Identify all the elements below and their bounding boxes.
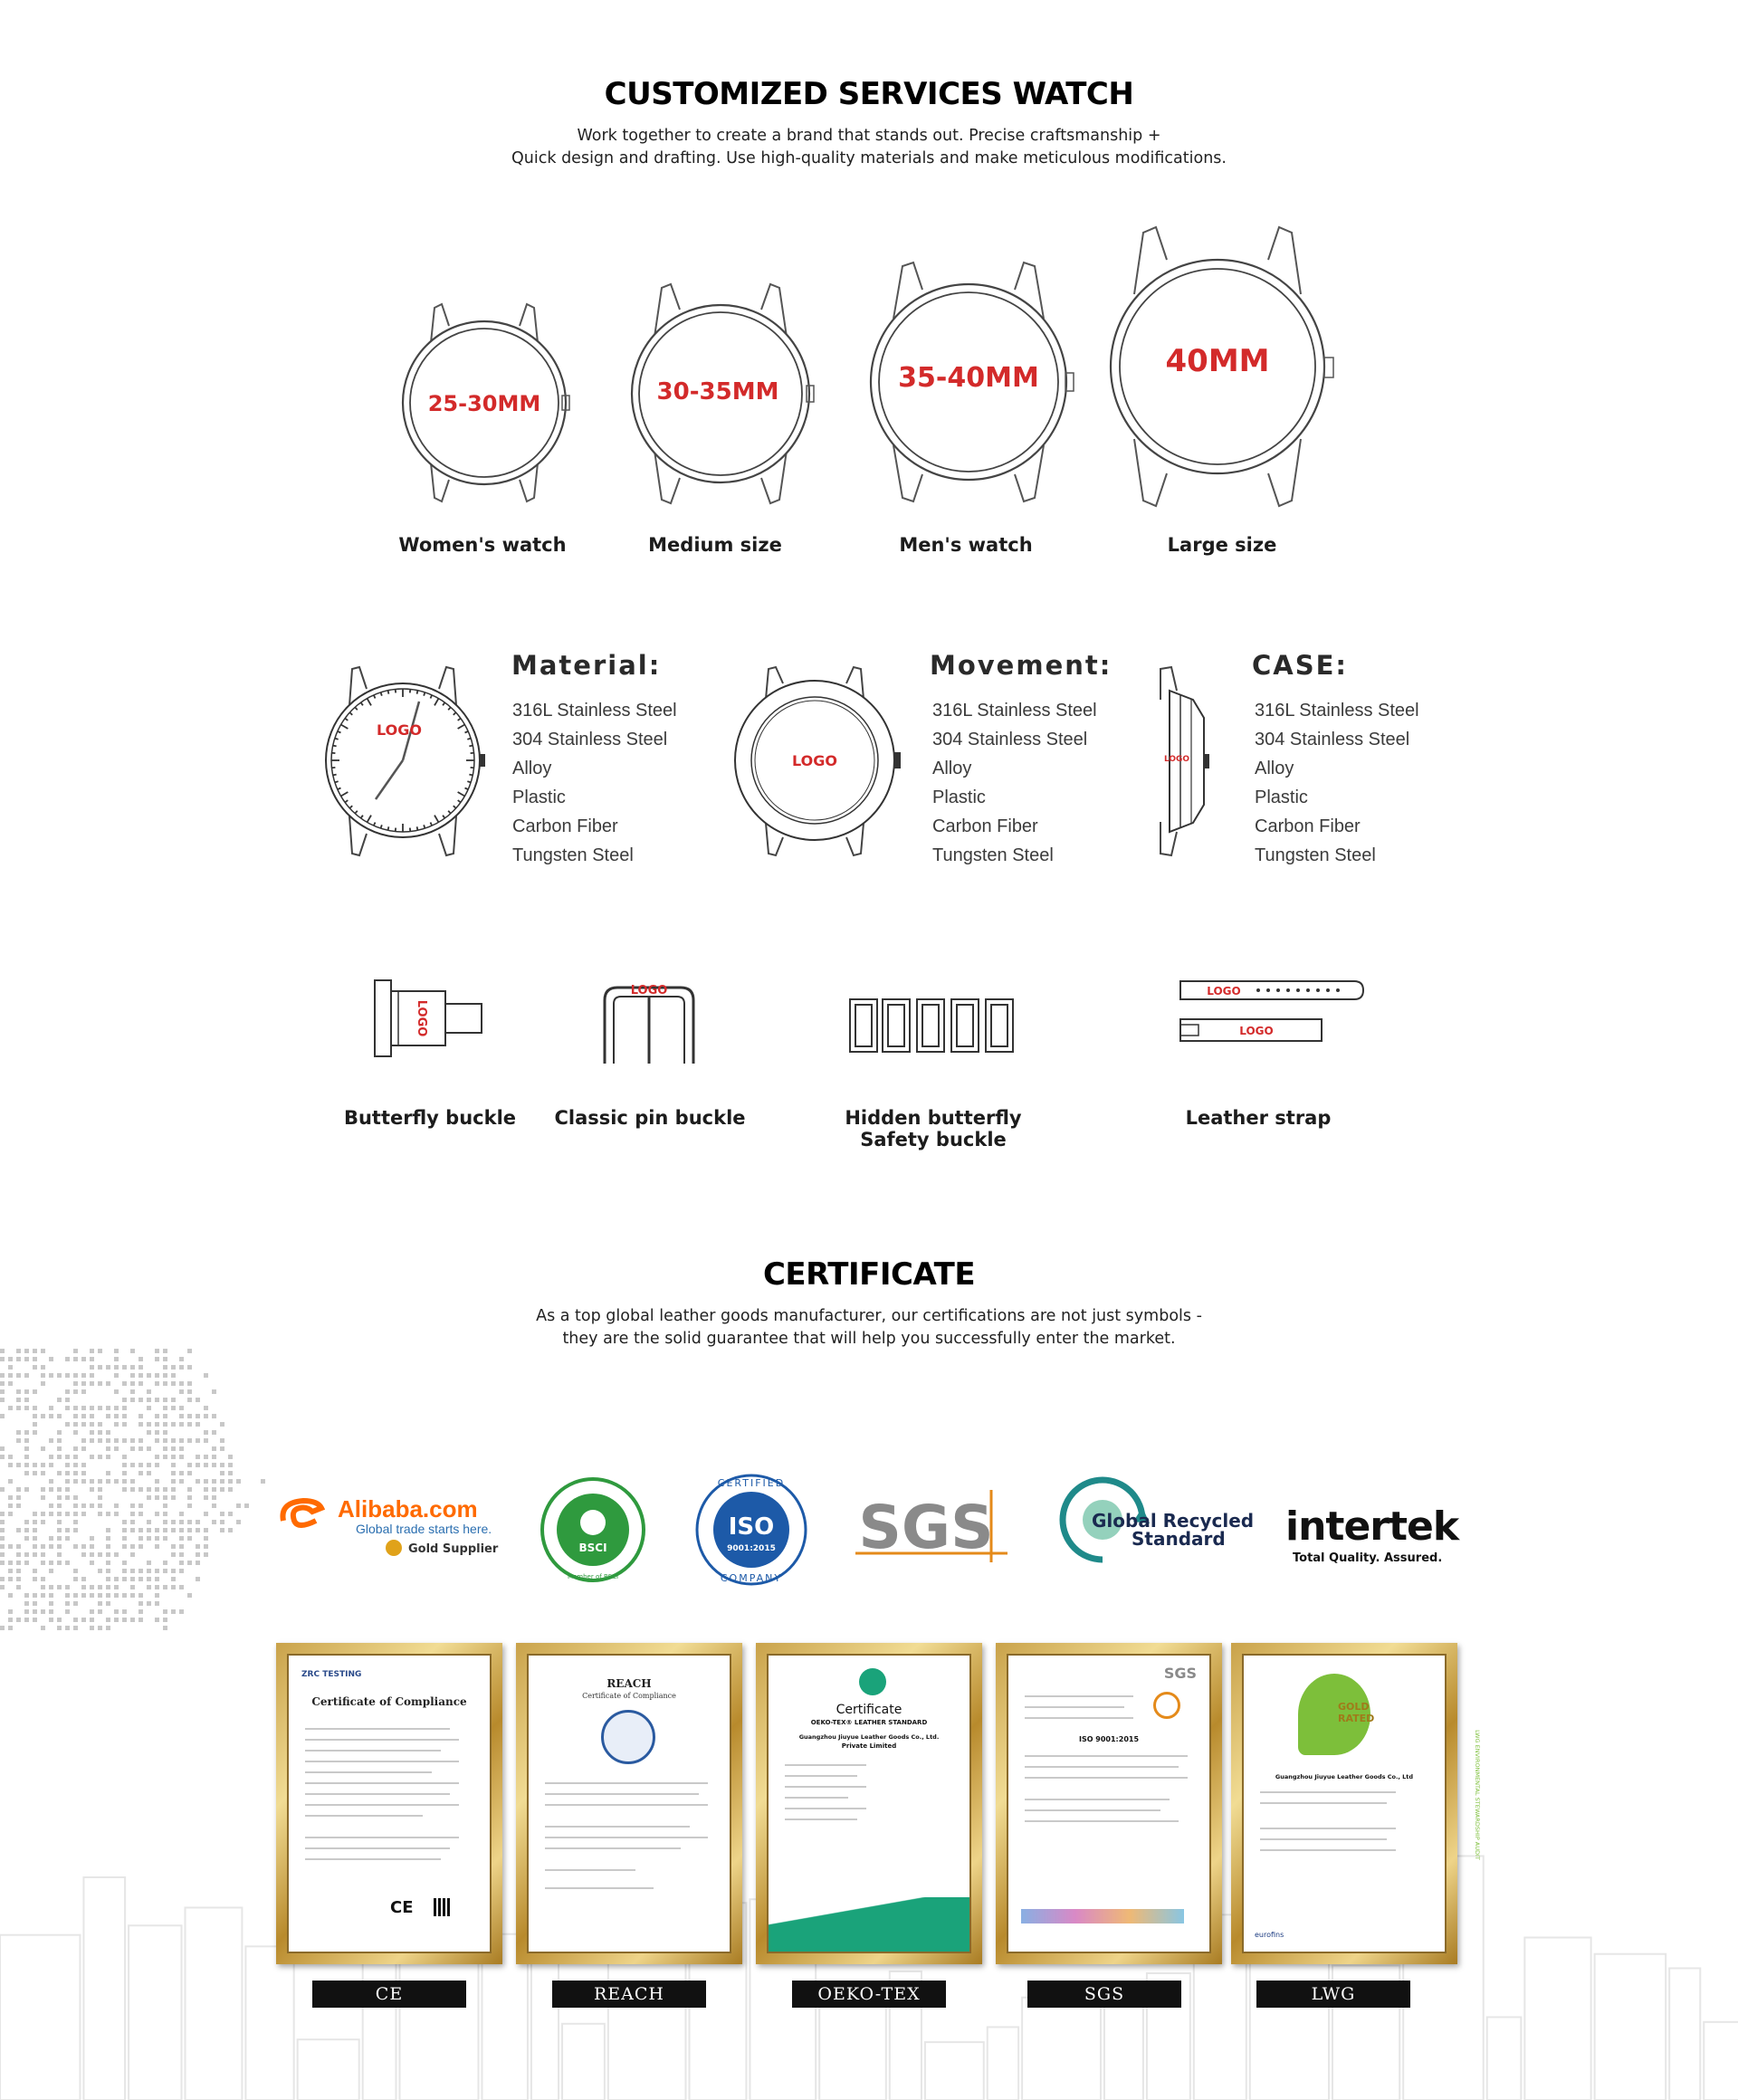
pin-buckle-illustration (597, 982, 702, 1072)
butterfly-buckle-illustration (371, 973, 489, 1067)
certificate-subtitle-1: As a top global leather goods manufacturer, our certifications are not just symbols - (536, 1307, 1202, 1325)
sgs-seal-icon (1153, 1692, 1180, 1719)
cert-footer: eurofins (1255, 1931, 1284, 1939)
spec-item: 316L Stainless Steel (932, 701, 1097, 721)
grs-logo (1059, 1480, 1255, 1570)
cert-brand: ZRC TESTING (301, 1670, 362, 1679)
spec-item: Plastic (932, 788, 986, 807)
part-label-hidden-butterfly (815, 1107, 1052, 1150)
ce-mark: CE (390, 1898, 414, 1917)
cert-subheading: OEKO-TEX® LEATHER STANDARD (810, 1719, 928, 1726)
cert-company: Guangzhou Jiuyue Leather Goods Co., Ltd (1275, 1773, 1414, 1780)
cert-heading: Certificate (836, 1703, 902, 1717)
size-text-men: 35-40MM (898, 362, 1039, 394)
logo-mark: LOGO (377, 721, 422, 739)
cert-tag-lwg: LWG (1256, 1981, 1410, 2008)
intertek-logo (1285, 1498, 1466, 1570)
cert-side-text: LWG ENVIRONMENTAL STEWARDSHIP AUDIT (1474, 1730, 1482, 1860)
logo-mark: LOGO (1163, 755, 1190, 764)
size-text-medium: 30-35MM (656, 378, 779, 406)
size-text-women: 25-30MM (427, 391, 541, 416)
intertek-text: intertek (1285, 1503, 1459, 1550)
hidden-butterfly-illustration (846, 994, 1018, 1061)
certificate-frame-oeko-tex[interactable] (756, 1643, 982, 1964)
sgs-text: SGS (858, 1493, 994, 1562)
globe-seal-icon (601, 1710, 655, 1764)
iso-text: ISO (728, 1513, 775, 1541)
cert-tag-reach: REACH (552, 1981, 706, 2008)
case-side-illustration (1150, 663, 1213, 862)
oeko-tex-badge-icon (859, 1668, 886, 1695)
spec-item: Tungsten Steel (512, 845, 634, 865)
logo-mark: LOGO (630, 984, 668, 998)
cert-company: Guangzhou Jiuyue Leather Goods Co., Ltd. (798, 1733, 940, 1741)
cert-tag-oeko-tex: OEKO-TEX (792, 1981, 946, 2008)
cert-brand: SGS (1163, 1665, 1197, 1682)
grs-line2: Standard (1132, 1528, 1226, 1550)
bsci-bottom: Member of BSCI (567, 1573, 619, 1580)
spec-item: Alloy (512, 759, 552, 778)
cert-heading: REACH (606, 1677, 652, 1690)
logo-mark: LOGO (1207, 985, 1241, 998)
movement-watch-illustration (729, 663, 901, 862)
customized-subtitle-1: Work together to create a brand that stands out. Precise craftsmanship + (577, 127, 1161, 145)
iso-sub: 9001:2015 (727, 1544, 776, 1553)
oeko-green-band (769, 1897, 969, 1952)
sgs-logo (846, 1484, 1014, 1566)
watch-size-women (398, 299, 570, 511)
spec-item: Carbon Fiber (1255, 816, 1361, 836)
spec-item: 304 Stainless Steel (1255, 730, 1410, 749)
part-label-butterfly: Butterfly buckle (343, 1107, 517, 1129)
watch-size-large (1109, 222, 1335, 515)
spec-item: Plastic (1255, 788, 1308, 807)
spec-item: 304 Stainless Steel (932, 730, 1088, 749)
cert-heading: ISO 9001:2015 (1078, 1735, 1140, 1743)
material-watch-illustration (321, 663, 484, 862)
spec-item: Carbon Fiber (512, 816, 618, 836)
alibaba-logo (276, 1484, 499, 1557)
spec-item: Tungsten Steel (1255, 845, 1376, 865)
alibaba-name: Alibaba.com (338, 1495, 478, 1522)
size-text-large: 40MM (1165, 343, 1270, 379)
part-label-pin: Classic pin buckle (554, 1107, 746, 1129)
certificate-title: CERTIFICATE (762, 1256, 976, 1293)
part-label-line: Safety buckle (860, 1129, 1007, 1150)
part-label-leather: Leather strap (1185, 1107, 1332, 1129)
cert-heading: GOLD RATED (1338, 1701, 1375, 1724)
spec-list-case (1255, 696, 1419, 870)
iso-bottom: COMPANY (720, 1572, 783, 1584)
watch-size-men (866, 255, 1076, 512)
spec-item: 316L Stainless Steel (512, 701, 677, 721)
iso-top: CERTIFIED (717, 1477, 786, 1489)
spec-item: Alloy (932, 759, 972, 778)
certificate-frame-ce[interactable] (276, 1643, 502, 1964)
size-label-large: Large size (1167, 534, 1277, 556)
cert-tag-sgs: SGS (1027, 1981, 1181, 2008)
spec-title-case: CASE: (1252, 650, 1349, 681)
spec-item: Carbon Fiber (932, 816, 1038, 836)
certificate-frame-sgs[interactable] (996, 1643, 1222, 1964)
grs-line1: Global Recycled (1092, 1510, 1255, 1532)
size-label-men: Men's watch (899, 534, 1033, 556)
accreditation-logos-strip (1021, 1909, 1184, 1923)
intertek-tagline: Total Quality. Assured. (1293, 1551, 1443, 1565)
leather-strap-illustration (1177, 978, 1367, 1054)
customized-title: CUSTOMIZED SERVICES WATCH (604, 76, 1134, 112)
spec-title-material: Material: (511, 650, 662, 681)
customized-subtitle-2: Quick design and drafting. Use high-quality materials and make meticulous modifications. (511, 149, 1227, 167)
logo-mark: LOGO (415, 999, 428, 1037)
spec-item: 304 Stainless Steel (512, 730, 668, 749)
spec-list-movement (932, 696, 1097, 870)
spec-title-movement: Movement: (930, 650, 1113, 681)
logo-mark: LOGO (1239, 1025, 1274, 1037)
part-label-line: Hidden butterfly (845, 1107, 1022, 1129)
cert-tag-ce: CE (312, 1981, 466, 2008)
certificate-frame-reach[interactable] (516, 1643, 742, 1964)
size-label-medium: Medium size (648, 534, 782, 556)
size-label-women: Women's watch (398, 534, 567, 556)
spec-item: Alloy (1255, 759, 1294, 778)
cert-heading: Certificate of Compliance (311, 1695, 467, 1708)
logo-mark: LOGO (792, 752, 837, 769)
watch-size-medium (627, 279, 814, 512)
cert-subheading: Certificate of Compliance (582, 1692, 676, 1700)
bsci-text: BSCI (578, 1542, 607, 1554)
alibaba-tagline: Global trade starts here. (356, 1522, 492, 1536)
qr-code-icon (434, 1898, 452, 1916)
certificate-subtitle-2: they are the solid guarantee that will help you successfully enter the market. (562, 1330, 1176, 1348)
alibaba-badge: Gold Supplier (408, 1542, 499, 1556)
spec-item: Tungsten Steel (932, 845, 1054, 865)
spec-item: Plastic (512, 788, 566, 807)
certificate-frame-lwg[interactable] (1231, 1643, 1482, 1964)
bsci-logo (539, 1475, 647, 1584)
iso-logo (692, 1471, 810, 1589)
spec-item: 316L Stainless Steel (1255, 701, 1419, 721)
cert-company-2: Private Limited (841, 1742, 897, 1750)
spec-list-material (512, 696, 677, 870)
